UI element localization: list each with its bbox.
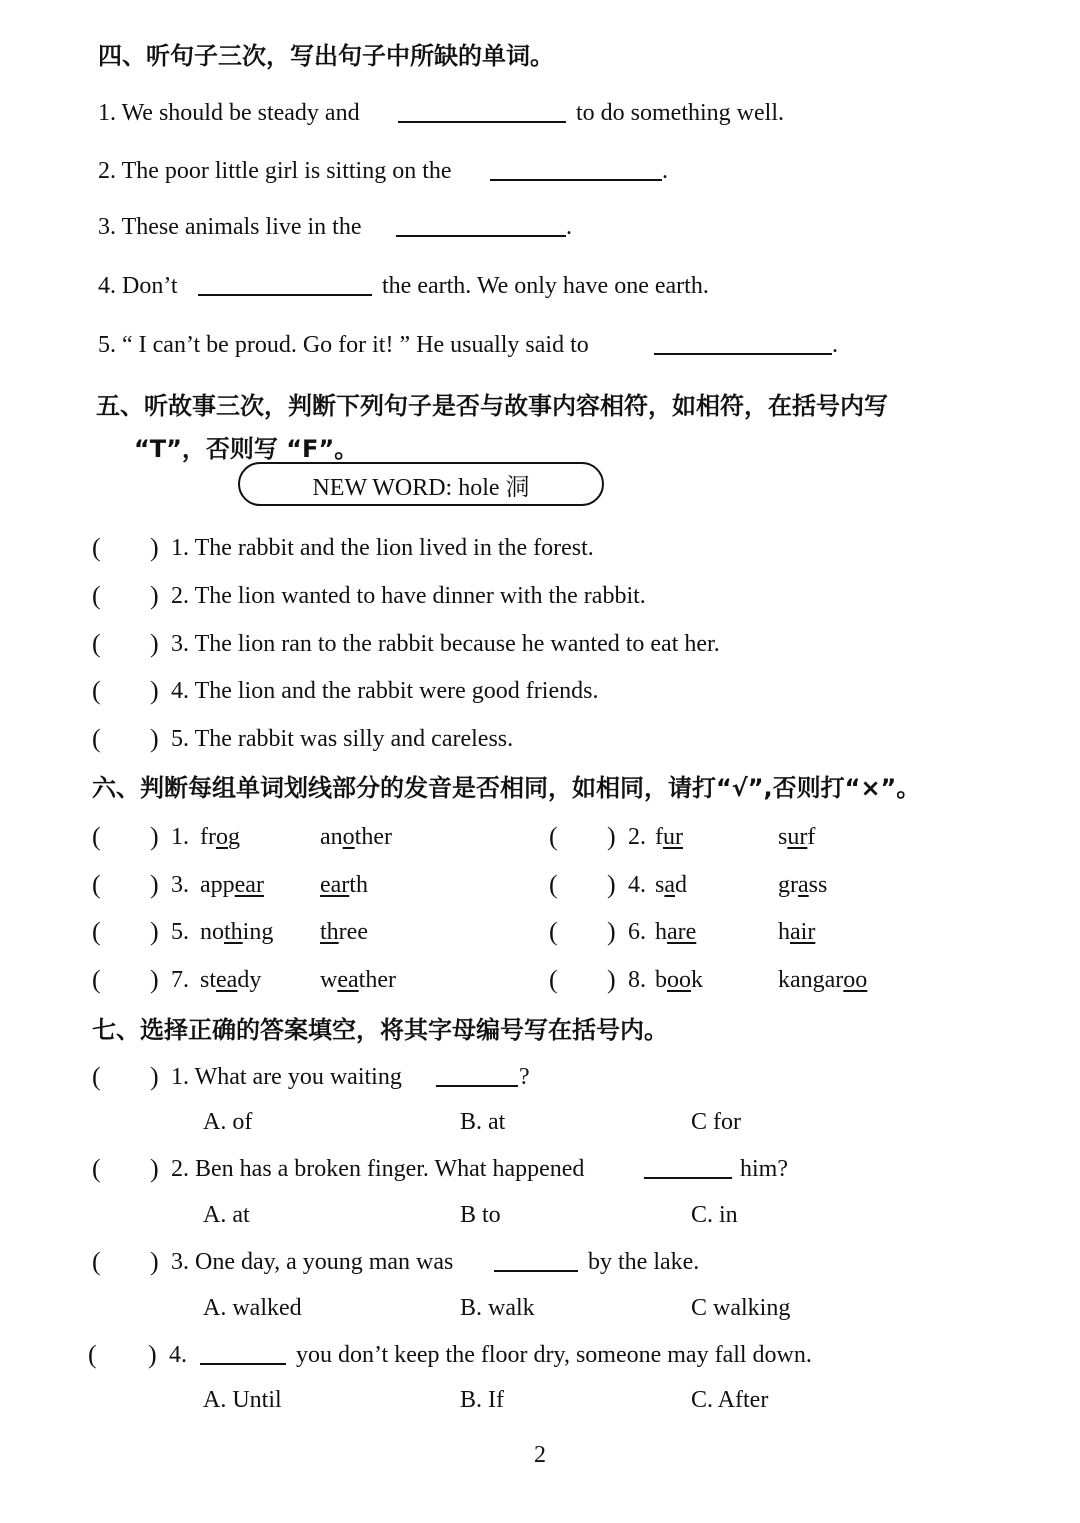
- option-a[interactable]: A. at: [203, 1202, 250, 1228]
- answer-paren-open[interactable]: (: [92, 629, 101, 658]
- underlined-sound: th: [320, 919, 339, 945]
- underlined-sound: ear: [320, 872, 350, 898]
- underlined-sound: oo: [667, 967, 691, 993]
- option-c[interactable]: C. After: [691, 1387, 769, 1413]
- answer-paren-close: ): [607, 822, 616, 851]
- section6-heading: 六、判断每组单词划线部分的发音是否相同，如相同，请打“√”,否则打“×”。: [92, 774, 921, 802]
- answer-paren-close: ): [150, 724, 159, 753]
- underlined-sound: o: [342, 824, 355, 850]
- answer-paren-open[interactable]: (: [549, 917, 558, 946]
- pair-number: 1.: [171, 824, 189, 850]
- answer-paren-close: ): [150, 965, 159, 994]
- option-a[interactable]: A. of: [203, 1109, 253, 1135]
- item-text: 1. The rabbit and the lion lived in the forest.: [171, 535, 594, 561]
- item-text: 3. The lion ran to the rabbit because he wanted to eat her.: [171, 631, 720, 657]
- answer-paren-open[interactable]: (: [549, 870, 558, 899]
- underlined-sound: ur: [787, 824, 808, 850]
- section5-item-1: [0, 526, 1080, 570]
- pair-number: 5.: [171, 919, 189, 945]
- answer-paren-close: ): [148, 1340, 157, 1369]
- section5-heading-continued: “T”，否则写 “F”。: [134, 435, 359, 463]
- pronunciation-word: book: [655, 967, 703, 993]
- pronunciation-word: frog: [200, 824, 240, 850]
- section7-options-4: [0, 1378, 1080, 1422]
- item-text: the earth. We only have one earth.: [382, 273, 709, 299]
- answer-paren-open[interactable]: (: [92, 1154, 101, 1183]
- pronunciation-word: grass: [778, 872, 828, 898]
- answer-blank[interactable]: [654, 329, 832, 355]
- pronunciation-word: another: [320, 824, 392, 850]
- item-text: .: [832, 332, 838, 358]
- option-b[interactable]: B to: [460, 1202, 501, 1228]
- option-b[interactable]: B. walk: [460, 1295, 535, 1321]
- option-a[interactable]: A. Until: [203, 1387, 282, 1413]
- question-text: 1. What are you waiting: [171, 1064, 402, 1090]
- answer-blank[interactable]: [396, 211, 566, 237]
- answer-paren-open[interactable]: (: [92, 965, 101, 994]
- answer-paren-close: ): [607, 917, 616, 946]
- item-text: 2. The poor little girl is sitting on the: [98, 158, 452, 184]
- section4-item-1: [0, 91, 1080, 135]
- answer-paren-close: ): [150, 1062, 159, 1091]
- item-text: to do something well.: [576, 100, 784, 126]
- underlined-sound: ea: [337, 967, 359, 993]
- section7-options-1: [0, 1100, 1080, 1144]
- answer-paren-close: ): [150, 1247, 159, 1276]
- answer-blank[interactable]: [494, 1246, 578, 1272]
- pair-number: 7.: [171, 967, 189, 993]
- underlined-sound: air: [790, 919, 816, 945]
- underlined-sound: a: [798, 872, 809, 898]
- answer-paren-open[interactable]: (: [92, 533, 101, 562]
- question-text: him?: [740, 1156, 788, 1182]
- underlined-sound: ur: [663, 824, 683, 850]
- section6-pair-8: [0, 958, 1080, 1002]
- answer-paren-open[interactable]: (: [92, 822, 101, 851]
- item-text: 5. The rabbit was silly and careless.: [171, 726, 514, 752]
- pronunciation-word: sad: [655, 872, 687, 898]
- answer-paren-close: ): [150, 917, 159, 946]
- section5-heading: 五、听故事三次，判断下列句子是否与故事内容相符，如相符，在括号内写: [96, 392, 888, 420]
- underlined-sound: o: [215, 824, 228, 850]
- item-text: 2. The lion wanted to have dinner with the rabbit.: [171, 583, 646, 609]
- section7-question-2: [0, 1147, 1080, 1191]
- section7-options-3: [0, 1286, 1080, 1330]
- answer-paren-open[interactable]: (: [92, 870, 101, 899]
- answer-paren-close: ): [150, 822, 159, 851]
- underlined-sound: are: [667, 919, 697, 945]
- answer-paren-close: ): [150, 676, 159, 705]
- option-b[interactable]: B. If: [460, 1387, 504, 1413]
- section7-question-3: [0, 1240, 1080, 1284]
- section7-options-2: [0, 1193, 1080, 1237]
- answer-paren-open[interactable]: (: [92, 917, 101, 946]
- section7-question-4: [0, 1333, 1080, 1377]
- pair-number: 2.: [628, 824, 646, 850]
- pronunciation-word: hair: [778, 919, 816, 945]
- underlined-sound: th: [224, 919, 243, 945]
- answer-paren-open[interactable]: (: [92, 676, 101, 705]
- pronunciation-word: steady: [200, 967, 262, 993]
- answer-paren-close: ): [150, 581, 159, 610]
- pair-number: 8.: [628, 967, 646, 993]
- section4-item-5: [0, 323, 1080, 367]
- underlined-sound: ea: [216, 967, 238, 993]
- section4-item-4: [0, 264, 1080, 308]
- pair-number: 4.: [628, 872, 646, 898]
- section4-item-2: [0, 149, 1080, 193]
- section5-item-3: [0, 622, 1080, 666]
- pronunciation-word: nothing: [200, 919, 274, 945]
- question-text: ?: [519, 1064, 530, 1090]
- answer-paren-open[interactable]: (: [549, 822, 558, 851]
- question-text: 2. Ben has a broken finger. What happened: [171, 1156, 585, 1182]
- option-b[interactable]: B. at: [460, 1109, 506, 1135]
- section4-item-3: [0, 205, 1080, 249]
- answer-paren-open[interactable]: (: [92, 724, 101, 753]
- pronunciation-word: earth: [320, 872, 368, 898]
- section6-pair-2: [0, 815, 1080, 859]
- item-text: 1. We should be steady and: [98, 100, 360, 126]
- section7-heading-line: [0, 1008, 1080, 1052]
- question-text: 3. One day, a young man was: [171, 1249, 454, 1275]
- section4-heading: 四、听句子三次，写出句子中所缺的单词。: [98, 42, 554, 70]
- underlined-sound: oo: [843, 967, 868, 993]
- answer-blank[interactable]: [436, 1061, 518, 1087]
- question-text: by the lake.: [588, 1249, 700, 1275]
- pair-number: 3.: [171, 872, 189, 898]
- answer-paren-close: ): [150, 533, 159, 562]
- section6-heading-line: [0, 766, 1080, 810]
- option-a[interactable]: A. walked: [203, 1295, 302, 1321]
- answer-blank[interactable]: [200, 1339, 286, 1365]
- page-number: 2: [534, 1442, 546, 1468]
- pronunciation-word: weather: [320, 967, 396, 993]
- answer-blank[interactable]: [490, 155, 662, 181]
- section4-heading-line: [0, 34, 1080, 78]
- answer-paren-close: ): [607, 965, 616, 994]
- option-c[interactable]: C. in: [691, 1202, 738, 1228]
- item-text: 4. The lion and the rabbit were good friends.: [171, 678, 599, 704]
- answer-paren-close: ): [150, 1154, 159, 1183]
- pair-number: 6.: [628, 919, 646, 945]
- section6-pair-6: [0, 910, 1080, 954]
- answer-paren-close: ): [607, 870, 616, 899]
- item-text: 3. These animals live in the: [98, 214, 362, 240]
- answer-paren-close: ): [150, 870, 159, 899]
- answer-blank[interactable]: [398, 97, 566, 123]
- pronunciation-word: hare: [655, 919, 697, 945]
- underlined-sound: a: [664, 872, 675, 898]
- option-c[interactable]: C walking: [691, 1295, 791, 1321]
- new-word-text: NEW WORD: hole 洞: [312, 474, 530, 501]
- answer-paren-open[interactable]: (: [92, 581, 101, 610]
- section7-question-1: [0, 1055, 1080, 1099]
- question-text: you don’t keep the floor dry, someone may fall down.: [296, 1342, 812, 1368]
- answer-blank[interactable]: [198, 270, 372, 296]
- item-text: .: [662, 158, 668, 184]
- pronunciation-word: appear: [200, 872, 264, 898]
- question-text: 4.: [169, 1342, 187, 1368]
- pronunciation-word: surf: [778, 824, 816, 850]
- answer-paren-open[interactable]: (: [92, 1247, 101, 1276]
- item-text: 5. “ I can’t be proud. Go for it! ” He usually said to: [98, 332, 589, 358]
- section7-heading: 七、选择正确的答案填空，将其字母编号写在括号内。: [92, 1016, 668, 1044]
- section5-item-2: [0, 574, 1080, 618]
- answer-paren-open[interactable]: (: [88, 1340, 97, 1369]
- option-c[interactable]: C for: [691, 1109, 741, 1135]
- item-text: 4. Don’t: [98, 273, 178, 299]
- pronunciation-word: three: [320, 919, 368, 945]
- answer-paren-open[interactable]: (: [92, 1062, 101, 1091]
- answer-blank[interactable]: [644, 1153, 732, 1179]
- item-text: .: [566, 214, 572, 240]
- answer-paren-close: ): [150, 629, 159, 658]
- pronunciation-word: kangaroo: [778, 967, 868, 993]
- section6-pair-4: [0, 863, 1080, 907]
- answer-paren-open[interactable]: (: [549, 965, 558, 994]
- pronunciation-word: fur: [655, 824, 683, 850]
- section5-item-4: [0, 669, 1080, 713]
- section5-item-5: [0, 717, 1080, 761]
- new-word-box: [238, 462, 604, 506]
- underlined-sound: ear: [234, 872, 264, 898]
- section5-heading-line-1: [0, 384, 1080, 428]
